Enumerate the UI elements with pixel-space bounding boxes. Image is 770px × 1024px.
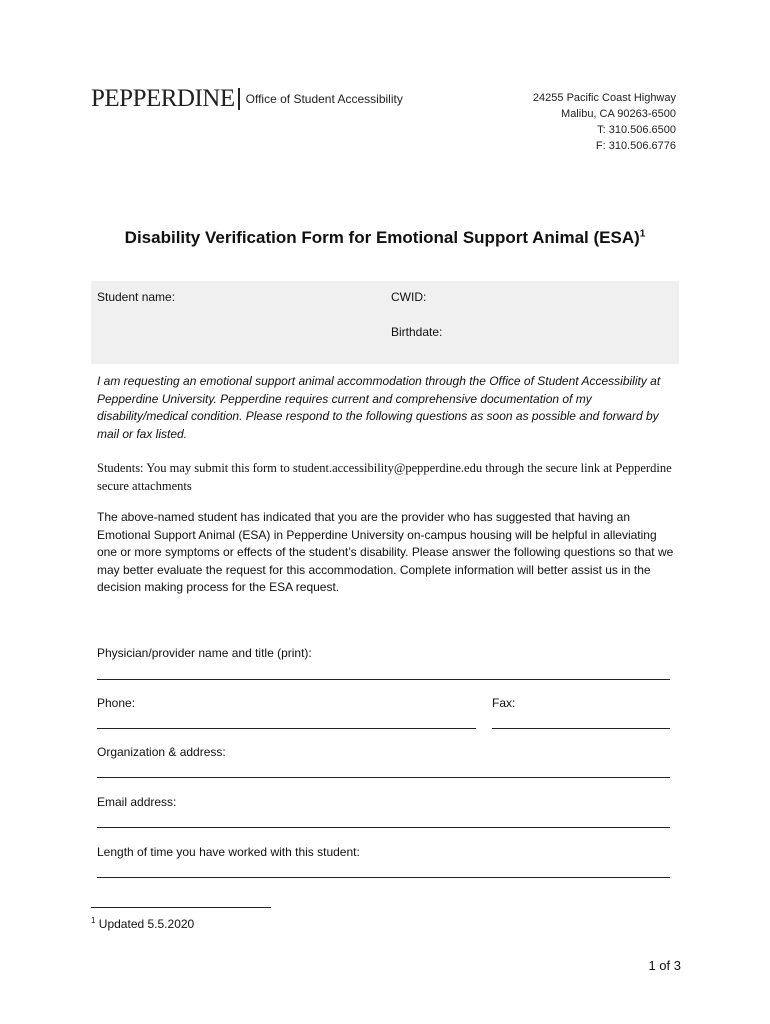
footnote-mark: 1 [91, 916, 96, 925]
organization-input-line[interactable] [97, 777, 670, 778]
address-block [533, 90, 676, 154]
footnote-divider [91, 907, 271, 908]
length-label: Length of time you have worked with this student: [97, 845, 360, 859]
pepperdine-logo [91, 84, 403, 114]
students-note: Students: You may submit this form to student.accessibility@pepperdine.edu through the secure link at Pepperdine secure attachments [97, 461, 672, 493]
physician-label: Physician/provider name and title (print): [97, 646, 312, 660]
provider-paragraph: The above-named student has indicated that you are the provider who has suggested that having an Emotional Support Animal (ESA) in Pepperdine University on-campus housing will be helpful in alleviating one or more symptoms or effects of the student’s disability. Please answer the following questions so that we may better evaluate the request for this accommodation. Complete information will better assist us in the decision making process for the ESA request. [97, 510, 674, 594]
footnote-text: Updated 5.5.2020 [98, 917, 195, 931]
form-title-text: Disability Verification Form for Emotional Support Animal (ESA) [124, 228, 640, 247]
phone-label: Phone: [97, 696, 136, 710]
title-footnote-mark: 1 [639, 228, 646, 240]
fax-line: F: 310.506.6776 [595, 140, 676, 152]
form-title [0, 228, 770, 248]
address-line: Malibu, CA 90263-6500 [561, 108, 676, 120]
email-input-line[interactable] [97, 827, 670, 828]
logo-wordmark: PEPPERDINE [91, 85, 235, 112]
office-name: Office of Student Accessibility [245, 92, 403, 106]
cwid-label: CWID: [391, 290, 427, 304]
email-label: Email address: [97, 795, 177, 809]
fax-label: Fax: [492, 696, 516, 710]
phone-line: T: 310.506.6500 [597, 124, 676, 136]
student-name-label: Student name: [97, 290, 176, 304]
length-input-line[interactable] [97, 877, 670, 878]
logo-divider [238, 88, 240, 110]
organization-label: Organization & address: [97, 745, 226, 759]
student-info-box [91, 281, 679, 364]
intro-paragraph: I am requesting an emotional support animal accommodation through the Office of Student Accessibility at Pepperdine University. Pepperdine requires current and comprehensive documentation of my disability/medical condition. Please respond to the following questions as soon as possible and forward by mail or fax listed. [97, 374, 661, 441]
page-number: 1 of 3 [648, 958, 681, 973]
physician-input-line[interactable] [97, 679, 670, 680]
fax-input-line[interactable] [492, 728, 670, 729]
phone-input-line[interactable] [97, 728, 476, 729]
birthdate-label: Birthdate: [391, 325, 443, 339]
address-line: 24255 Pacific Coast Highway [532, 92, 676, 104]
footnote [91, 916, 194, 931]
